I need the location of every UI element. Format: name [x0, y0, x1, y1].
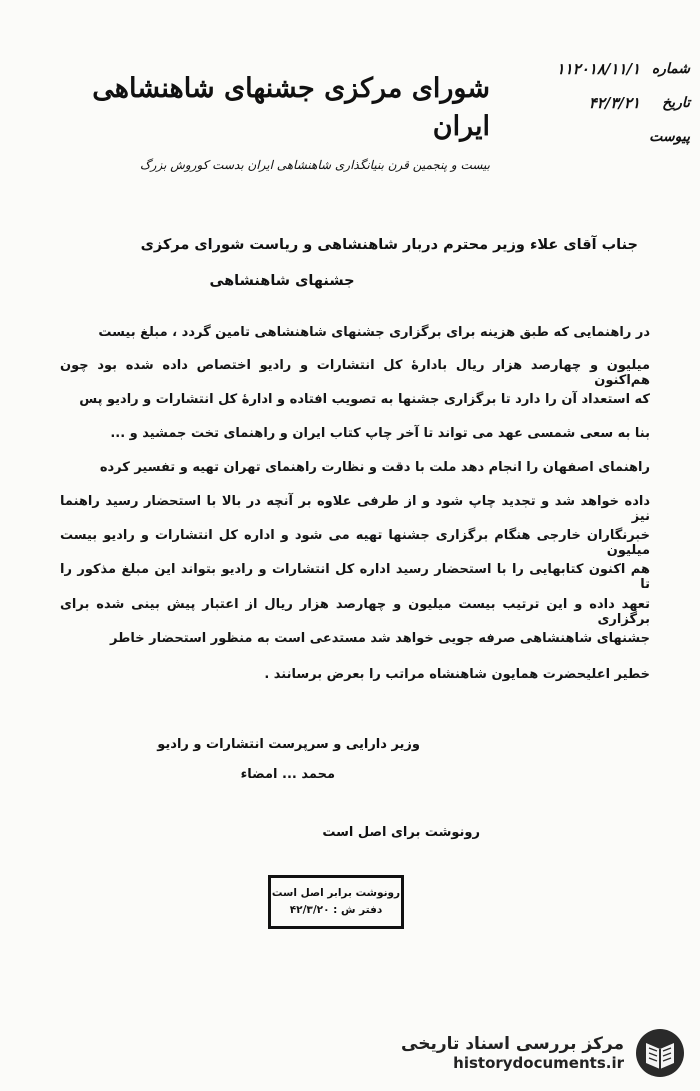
book-logo-icon	[634, 1027, 686, 1079]
stamp-line-1: رونوشت برابر اصل است	[271, 887, 401, 899]
body-line: که استعداد آن را دارد تا برگزاری جشنها به تصویب افتاده و ادارهٔ کل انتشارات و رادیو پس	[79, 392, 650, 407]
stamp-line-2: دفتر ش : ۴۲/۳/۲۰	[289, 904, 383, 916]
body-line: بنا به سعی شمسی عهد می‌ تواند تا آخر چاپ کتاب ایران و راهنمای تخت جمشید و ...	[110, 426, 650, 441]
date-row	[480, 86, 690, 120]
body-line: خطیر اعلیحضرت همایون شاهنشاه مراتب را بعرض برسانند .	[264, 667, 650, 682]
date-value: ۴۲/۳/۲۱	[588, 94, 640, 112]
number-row	[480, 52, 690, 86]
signatory-name: محمد ... امضاء	[240, 767, 335, 782]
date-label: تاریخ	[662, 95, 690, 111]
body-line: در راهنمایی که طبق هزینه برای برگزاری جشنهای شاهنشاهی تامین گردد ، مبلغ بیست	[98, 325, 650, 340]
body-line: میلیون و چهارصد هزار ریال بادارهٔ کل انتشارات و رادیو اختصاص داده شده بود چون هم‌اکنون	[60, 358, 650, 388]
addressee-line-1: جناب آقای علاء وزیر محترم دربار شاهنشاهی و ریاست شورای مرکزی	[140, 237, 638, 253]
number-label: شماره	[651, 61, 690, 77]
body-line: هم اکنون کتابهایی را با استحضار رسید اداره کل انتشارات و رادیو بتواند این مبلغ مذکور را تا	[60, 562, 650, 592]
document-meta	[480, 52, 690, 154]
source-watermark	[386, 1023, 686, 1083]
body-line: جشنهای شاهنشاهی صرفه‌ جویی خواهد شد مستدعی است به منظور استحضار خاطر	[110, 631, 650, 646]
body-line: تعهد داده و این ترتیب بیست میلیون و چهارصد هزار ریال از اعتبار پیش‌ بینی شده برای برگزاری	[60, 597, 650, 627]
addressee-line-2: جشنهای شاهنشاهی	[209, 273, 355, 289]
archive-name: مرکز بررسی اسناد تاریخی	[401, 1034, 624, 1054]
certification-stamp	[268, 875, 404, 929]
signatory-title: وزیر دارایی و سرپرست انتشارات و رادیو	[157, 737, 420, 752]
letterhead-title: شورای مرکزی جشنهای شاهنشاهی ایران	[92, 73, 490, 142]
letterhead-subtitle: بیست و پنجمین قرن بنیانگذاری شاهنشاهی ایران بدست کوروش بزرگ	[139, 158, 490, 172]
attachment-row	[480, 120, 690, 154]
number-value: ۱۱۲۰۱۸/۱۱/۱	[556, 60, 640, 78]
body-line: داده خواهد شد و تجدید چاپ شود و از طرفی علاوه بر آنچه در بالا با استحضار رسید راهنما نیز	[60, 494, 650, 524]
attachment-label: پیوست	[649, 129, 690, 145]
copy-note: رونوشت برای اصل است	[322, 825, 480, 840]
body-line: راهنمای اصفهان را انجام دهد ملت با دقت و نظارت راهنمای تهران تهیه و تفسیر کرده	[99, 460, 650, 475]
body-line: خبرنگاران خارجی هنگام برگزاری جشنها تهیه می‌ شود و اداره کل انتشارات و رادیو بیست میلیون	[60, 528, 650, 558]
archive-site: historydocuments.ir	[453, 1054, 624, 1072]
letterhead	[70, 70, 490, 172]
